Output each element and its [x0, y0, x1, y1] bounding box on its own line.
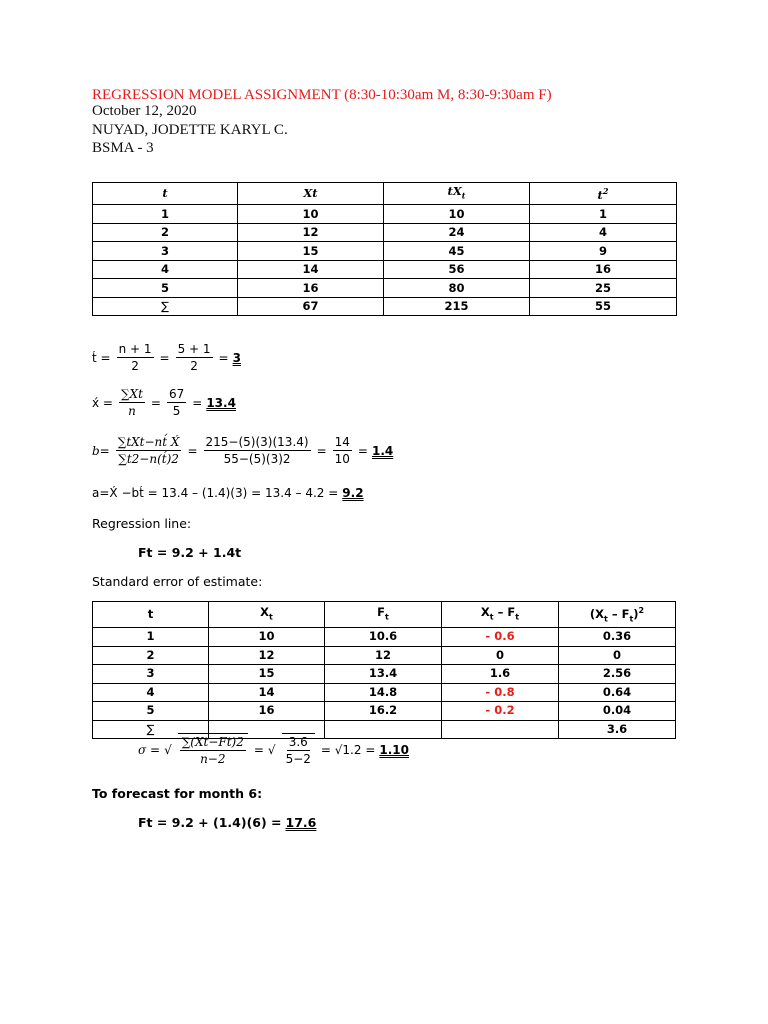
col-header-xt: Xt: [238, 183, 384, 205]
col-header-ft-text: $F_t$: [377, 604, 389, 622]
eq-result: 9.2: [342, 486, 364, 500]
fraction: [204, 434, 311, 467]
frac-num: ∑(Xt−Ft)2: [181, 735, 244, 749]
cell: 12: [325, 646, 442, 665]
cell: 16: [530, 260, 677, 279]
cell: 0.04: [559, 702, 676, 721]
cell: 24: [384, 223, 530, 242]
cell: 12: [209, 646, 325, 665]
frac-num: ∑Xt: [120, 387, 143, 401]
eq-result: 3: [232, 350, 241, 365]
table-row: [93, 646, 676, 665]
frac-den: 5−2: [285, 752, 311, 766]
eq-result: 17.6: [285, 815, 317, 830]
table-row: [93, 279, 677, 298]
table-row: [93, 242, 677, 261]
eq-text: Ft = 9.2 + (1.4)(6) =: [138, 815, 282, 830]
frac-num: ∑tXt−nt́ X́: [117, 435, 180, 449]
cell: 10.6: [325, 628, 442, 647]
cell: 67: [238, 297, 384, 316]
fraction: [176, 341, 213, 374]
table-row: [93, 205, 677, 224]
assignment-title: REGRESSION MODEL ASSIGNMENT (8:30-10:30am M, 8:30-9:30am F): [92, 87, 552, 103]
fraction: [167, 386, 186, 419]
cell: 9: [530, 242, 677, 261]
fraction: [333, 434, 352, 467]
cell: 16: [238, 279, 384, 298]
date-line: October 12, 2020: [92, 103, 197, 119]
cell: 4: [93, 683, 209, 702]
cell: 2: [93, 223, 238, 242]
frac-den: ∑t2−n(t́)2: [118, 452, 179, 466]
frac-den: 55−(5)(3)2: [223, 452, 291, 466]
cell: 10: [209, 628, 325, 647]
eq-text: = √1.2 =: [320, 743, 376, 757]
col-header-t: t: [93, 602, 209, 628]
col-header-txt: [384, 183, 530, 205]
cell: 0.64: [559, 683, 676, 702]
equals: =: [150, 395, 161, 410]
frac-num: 5 + 1: [177, 342, 211, 356]
forecast-label: To forecast for month 6:: [92, 786, 263, 801]
col-header-sq-error: [559, 602, 676, 628]
cell: 12: [238, 223, 384, 242]
sum-symbol: ∑: [93, 297, 238, 316]
cell: 14: [209, 683, 325, 702]
frac-num: 3.6: [288, 735, 308, 749]
equals: =: [187, 443, 198, 458]
eq-text: a=X́ −bt́ = 13.4 – (1.4)(3) = 13.4 – 4.2 =: [92, 486, 339, 500]
cell: 3: [93, 242, 238, 261]
frac-num: 215−(5)(3)(13.4): [205, 435, 309, 449]
table-row: [93, 260, 677, 279]
cell: 2: [93, 646, 209, 665]
cell: 4: [93, 260, 238, 279]
equals: =: [218, 350, 229, 365]
negative-value-cell: - 0.8: [442, 683, 559, 702]
col-header-t: t: [93, 183, 238, 205]
col-header-t2-text: $t^2$: [597, 186, 609, 203]
col-header-error: [442, 602, 559, 628]
cell: 80: [384, 279, 530, 298]
eq-result: 13.4: [206, 395, 236, 410]
table-sum-row: [93, 297, 677, 316]
fraction: [119, 386, 145, 419]
eq-lhs: t́ =: [92, 350, 111, 365]
cell: 1.6: [442, 665, 559, 684]
frac-den: 2: [190, 359, 198, 373]
eq-lhs: b=: [92, 443, 110, 458]
cell: 14: [238, 260, 384, 279]
equals: =: [316, 443, 327, 458]
col-header-t2: [530, 183, 677, 205]
cell: 45: [384, 242, 530, 261]
cell: 15: [238, 242, 384, 261]
sqrt-symbol: √: [164, 743, 172, 757]
cell: 2.56: [559, 665, 676, 684]
cell: 0.36: [559, 628, 676, 647]
table-row: [93, 665, 676, 684]
frac-num: 14: [334, 435, 350, 449]
frac-den: 10: [334, 452, 350, 466]
cell: [442, 720, 559, 739]
table-header-row: [93, 183, 677, 205]
table-row: [93, 683, 676, 702]
col-header-xt-text: $X_t$: [260, 604, 273, 622]
frac-den: n−2: [200, 752, 226, 766]
equation-x-mean: [92, 386, 236, 419]
equation-sigma: [138, 733, 409, 767]
cell: 10: [238, 205, 384, 224]
summary-table: [92, 182, 677, 316]
forecast-equation: [138, 815, 316, 830]
frac-num: 67: [168, 387, 185, 401]
cell: 3: [93, 665, 209, 684]
equals: =: [192, 395, 203, 410]
table-row: [93, 702, 676, 721]
eq-lhs: σ =: [138, 743, 161, 757]
col-header-ft: [325, 602, 442, 628]
cell: 4: [530, 223, 677, 242]
regression-label: Regression line:: [92, 516, 192, 531]
col-header-sq-error-text: $(X_t - F_t)^2$: [589, 606, 645, 624]
fraction: [282, 733, 315, 767]
section-line: BSMA - 3: [92, 140, 154, 156]
cell: 0: [442, 646, 559, 665]
cell: 55: [530, 297, 677, 316]
table-row: [93, 628, 676, 647]
table-row: [93, 223, 677, 242]
cell: 215: [384, 297, 530, 316]
equation-t-mean: [92, 341, 241, 374]
regression-equation: Ft = 9.2 + 1.4t: [138, 545, 242, 560]
cell: 1: [93, 628, 209, 647]
sqrt-symbol: √: [267, 743, 276, 757]
cell: 16: [209, 702, 325, 721]
frac-num: n + 1: [118, 342, 152, 356]
frac-den: 5: [172, 404, 181, 418]
sum-symbol: ∑: [93, 720, 209, 739]
error-table: [92, 601, 676, 739]
equals: =: [159, 350, 170, 365]
eq-lhs: x́ =: [92, 395, 113, 410]
col-header-xt: [209, 602, 325, 628]
fraction: [178, 733, 248, 767]
cell: 5: [93, 702, 209, 721]
frac-den: 2: [131, 359, 139, 373]
frac-den: n: [128, 404, 136, 418]
cell: 5: [93, 279, 238, 298]
fraction: [116, 434, 182, 467]
cell: 25: [530, 279, 677, 298]
table-header-row: [93, 602, 676, 628]
cell: 56: [384, 260, 530, 279]
eq-result: 1.4: [371, 443, 394, 458]
fraction: [117, 341, 154, 374]
equation-intercept: [92, 486, 364, 500]
cell: 13.4: [325, 665, 442, 684]
negative-value-cell: - 0.2: [442, 702, 559, 721]
cell: 0: [559, 646, 676, 665]
cell: 1: [93, 205, 238, 224]
cell: 3.6: [559, 720, 676, 739]
cell: 10: [384, 205, 530, 224]
equals: =: [357, 443, 368, 458]
col-header-error-text: $X_t - F_t$: [480, 604, 520, 622]
eq-result: 1.10: [379, 743, 409, 757]
equals: =: [253, 743, 264, 757]
cell: 16.2: [325, 702, 442, 721]
cell: 14.8: [325, 683, 442, 702]
equation-slope: [92, 434, 393, 467]
cell: 1: [530, 205, 677, 224]
negative-value-cell: - 0.6: [442, 628, 559, 647]
cell: 15: [209, 665, 325, 684]
col-header-txt-text: $tX_t$: [447, 184, 466, 201]
std-error-label: Standard error of estimate:: [92, 574, 263, 589]
student-name: NUYAD, JODETTE KARYL C.: [92, 122, 288, 138]
